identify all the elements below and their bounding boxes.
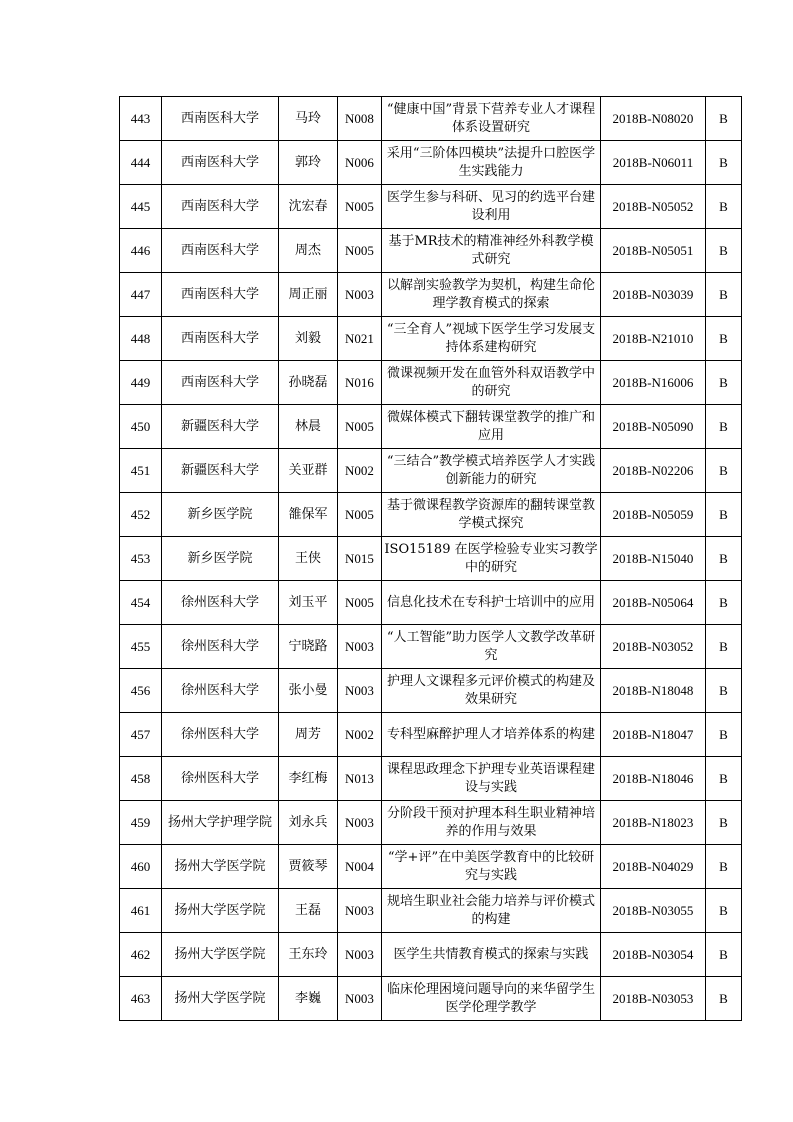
project-number-cell: 2018B-N02206 <box>601 449 706 493</box>
grade-cell: B <box>706 845 742 889</box>
person-name-cell: 马玲 <box>279 97 338 141</box>
school-cell: 徐州医科大学 <box>162 713 279 757</box>
category-code-cell: N005 <box>338 581 382 625</box>
project-number-cell: 2018B-N03054 <box>601 933 706 977</box>
grade-cell: B <box>706 449 742 493</box>
person-name-cell: 林晨 <box>279 405 338 449</box>
row-number-cell: 459 <box>120 801 162 845</box>
category-code-cell: N016 <box>338 361 382 405</box>
table-row <box>120 537 742 581</box>
project-number-cell: 2018B-N18023 <box>601 801 706 845</box>
project-number-cell: 2018B-N03053 <box>601 977 706 1021</box>
project-title-cell: 以解剖实验教学为契机，构建生命伦理学教育模式的探索 <box>382 273 601 317</box>
grade-cell: B <box>706 933 742 977</box>
row-number-cell: 458 <box>120 757 162 801</box>
project-title-cell: 微媒体模式下翻转课堂教学的推广和应用 <box>382 405 601 449</box>
category-code-cell: N003 <box>338 273 382 317</box>
row-number-cell: 452 <box>120 493 162 537</box>
grade-cell: B <box>706 229 742 273</box>
project-title-cell: “人工智能”助力医学人文教学改革研究 <box>382 625 601 669</box>
table-row <box>120 361 742 405</box>
project-number-cell: 2018B-N03052 <box>601 625 706 669</box>
category-code-cell: N021 <box>338 317 382 361</box>
project-title-cell: ISO15189 在医学检验专业实习教学中的研究 <box>382 537 601 581</box>
project-number-cell: 2018B-N15040 <box>601 537 706 581</box>
grade-cell: B <box>706 185 742 229</box>
category-code-cell: N005 <box>338 405 382 449</box>
school-cell: 扬州大学医学院 <box>162 977 279 1021</box>
school-cell: 新疆医科大学 <box>162 449 279 493</box>
school-cell: 扬州大学医学院 <box>162 889 279 933</box>
project-title-cell: “三全育人”视域下医学生学习发展支持体系建构研究 <box>382 317 601 361</box>
row-number-cell: 445 <box>120 185 162 229</box>
category-code-cell: N003 <box>338 933 382 977</box>
row-number-cell: 454 <box>120 581 162 625</box>
grade-cell: B <box>706 801 742 845</box>
grade-cell: B <box>706 493 742 537</box>
project-number-cell: 2018B-N18047 <box>601 713 706 757</box>
school-cell: 西南医科大学 <box>162 317 279 361</box>
person-name-cell: 沈宏春 <box>279 185 338 229</box>
project-title-cell: 护理人文课程多元评价模式的构建及效果研究 <box>382 669 601 713</box>
project-list-table <box>119 96 742 1021</box>
project-title-cell: 基于MR技术的精准神经外科教学模式研究 <box>382 229 601 273</box>
project-title-cell: 基于微课程教学资源库的翻转课堂教学模式探究 <box>382 493 601 537</box>
person-name-cell: 关亚群 <box>279 449 338 493</box>
category-code-cell: N003 <box>338 801 382 845</box>
row-number-cell: 455 <box>120 625 162 669</box>
project-title-cell: “健康中国”背景下营养专业人才课程体系设置研究 <box>382 97 601 141</box>
category-code-cell: N005 <box>338 185 382 229</box>
table-row <box>120 977 742 1021</box>
project-title-cell: 信息化技术在专科护士培训中的应用 <box>382 581 601 625</box>
category-code-cell: N013 <box>338 757 382 801</box>
person-name-cell: 孙晓磊 <box>279 361 338 405</box>
school-cell: 扬州大学护理学院 <box>162 801 279 845</box>
project-title-cell: 专科型麻醉护理人才培养体系的构建 <box>382 713 601 757</box>
row-number-cell: 443 <box>120 97 162 141</box>
grade-cell: B <box>706 97 742 141</box>
person-name-cell: 周芳 <box>279 713 338 757</box>
row-number-cell: 461 <box>120 889 162 933</box>
row-number-cell: 453 <box>120 537 162 581</box>
row-number-cell: 444 <box>120 141 162 185</box>
school-cell: 徐州医科大学 <box>162 625 279 669</box>
project-number-cell: 2018B-N03055 <box>601 889 706 933</box>
project-title-cell: “学+评”在中美医学教育中的比较研究与实践 <box>382 845 601 889</box>
table-row <box>120 669 742 713</box>
project-number-cell: 2018B-N04029 <box>601 845 706 889</box>
person-name-cell: 李巍 <box>279 977 338 1021</box>
table-row <box>120 449 742 493</box>
table-row <box>120 273 742 317</box>
person-name-cell: 郭玲 <box>279 141 338 185</box>
school-cell: 徐州医科大学 <box>162 581 279 625</box>
category-code-cell: N006 <box>338 141 382 185</box>
school-cell: 西南医科大学 <box>162 273 279 317</box>
project-title-cell: 分阶段干预对护理本科生职业精神培养的作用与效果 <box>382 801 601 845</box>
grade-cell: B <box>706 889 742 933</box>
table-row <box>120 185 742 229</box>
category-code-cell: N002 <box>338 713 382 757</box>
table-row <box>120 933 742 977</box>
table-row <box>120 97 742 141</box>
category-code-cell: N003 <box>338 977 382 1021</box>
category-code-cell: N005 <box>338 493 382 537</box>
row-number-cell: 450 <box>120 405 162 449</box>
grade-cell: B <box>706 405 742 449</box>
grade-cell: B <box>706 669 742 713</box>
project-title-cell: 临床伦理困境问题导向的来华留学生医学伦理学教学 <box>382 977 601 1021</box>
row-number-cell: 463 <box>120 977 162 1021</box>
category-code-cell: N005 <box>338 229 382 273</box>
school-cell: 徐州医科大学 <box>162 669 279 713</box>
table-row <box>120 625 742 669</box>
grade-cell: B <box>706 977 742 1021</box>
table-row <box>120 801 742 845</box>
category-code-cell: N004 <box>338 845 382 889</box>
table-row <box>120 405 742 449</box>
person-name-cell: 刘毅 <box>279 317 338 361</box>
project-title-cell: 医学生共情教育模式的探索与实践 <box>382 933 601 977</box>
row-number-cell: 448 <box>120 317 162 361</box>
table-row <box>120 229 742 273</box>
table-row <box>120 493 742 537</box>
person-name-cell: 周正丽 <box>279 273 338 317</box>
row-number-cell: 462 <box>120 933 162 977</box>
row-number-cell: 451 <box>120 449 162 493</box>
row-number-cell: 447 <box>120 273 162 317</box>
project-title-cell: 规培生职业社会能力培养与评价模式的构建 <box>382 889 601 933</box>
person-name-cell: 王东玲 <box>279 933 338 977</box>
person-name-cell: 李红梅 <box>279 757 338 801</box>
project-title-cell: 采用“三阶体四模块”法提升口腔医学生实践能力 <box>382 141 601 185</box>
grade-cell: B <box>706 581 742 625</box>
school-cell: 西南医科大学 <box>162 229 279 273</box>
grade-cell: B <box>706 317 742 361</box>
person-name-cell: 王磊 <box>279 889 338 933</box>
project-number-cell: 2018B-N05052 <box>601 185 706 229</box>
table-row <box>120 317 742 361</box>
school-cell: 新疆医科大学 <box>162 405 279 449</box>
row-number-cell: 456 <box>120 669 162 713</box>
project-title-cell: 微课视频开发在血管外科双语教学中的研究 <box>382 361 601 405</box>
grade-cell: B <box>706 361 742 405</box>
table-row <box>120 141 742 185</box>
person-name-cell: 周杰 <box>279 229 338 273</box>
school-cell: 徐州医科大学 <box>162 757 279 801</box>
project-title-cell: 课程思政理念下护理专业英语课程建设与实践 <box>382 757 601 801</box>
project-number-cell: 2018B-N08020 <box>601 97 706 141</box>
table-row <box>120 581 742 625</box>
project-number-cell: 2018B-N05090 <box>601 405 706 449</box>
project-number-cell: 2018B-N18046 <box>601 757 706 801</box>
project-title-cell: 医学生参与科研、见习的约选平台建设利用 <box>382 185 601 229</box>
school-cell: 西南医科大学 <box>162 185 279 229</box>
category-code-cell: N003 <box>338 625 382 669</box>
project-number-cell: 2018B-N05051 <box>601 229 706 273</box>
row-number-cell: 446 <box>120 229 162 273</box>
project-number-cell: 2018B-N21010 <box>601 317 706 361</box>
grade-cell: B <box>706 757 742 801</box>
person-name-cell: 宁晓路 <box>279 625 338 669</box>
project-number-cell: 2018B-N05064 <box>601 581 706 625</box>
table-row <box>120 713 742 757</box>
category-code-cell: N003 <box>338 669 382 713</box>
school-cell: 新乡医学院 <box>162 537 279 581</box>
row-number-cell: 449 <box>120 361 162 405</box>
category-code-cell: N002 <box>338 449 382 493</box>
category-code-cell: N015 <box>338 537 382 581</box>
person-name-cell: 王侠 <box>279 537 338 581</box>
school-cell: 西南医科大学 <box>162 361 279 405</box>
category-code-cell: N008 <box>338 97 382 141</box>
project-title-cell: “三结合”教学模式培养医学人才实践创新能力的研究 <box>382 449 601 493</box>
school-cell: 新乡医学院 <box>162 493 279 537</box>
table-body <box>120 97 742 1021</box>
project-number-cell: 2018B-N18048 <box>601 669 706 713</box>
person-name-cell: 贾筱琴 <box>279 845 338 889</box>
person-name-cell: 刘玉平 <box>279 581 338 625</box>
school-cell: 西南医科大学 <box>162 97 279 141</box>
person-name-cell: 雒保军 <box>279 493 338 537</box>
table-row <box>120 845 742 889</box>
person-name-cell: 张小曼 <box>279 669 338 713</box>
grade-cell: B <box>706 273 742 317</box>
table-row <box>120 889 742 933</box>
project-number-cell: 2018B-N03039 <box>601 273 706 317</box>
project-number-cell: 2018B-N16006 <box>601 361 706 405</box>
person-name-cell: 刘永兵 <box>279 801 338 845</box>
grade-cell: B <box>706 625 742 669</box>
grade-cell: B <box>706 141 742 185</box>
grade-cell: B <box>706 713 742 757</box>
category-code-cell: N003 <box>338 889 382 933</box>
project-number-cell: 2018B-N06011 <box>601 141 706 185</box>
grade-cell: B <box>706 537 742 581</box>
row-number-cell: 457 <box>120 713 162 757</box>
school-cell: 扬州大学医学院 <box>162 933 279 977</box>
school-cell: 西南医科大学 <box>162 141 279 185</box>
table-row <box>120 757 742 801</box>
school-cell: 扬州大学医学院 <box>162 845 279 889</box>
row-number-cell: 460 <box>120 845 162 889</box>
project-number-cell: 2018B-N05059 <box>601 493 706 537</box>
